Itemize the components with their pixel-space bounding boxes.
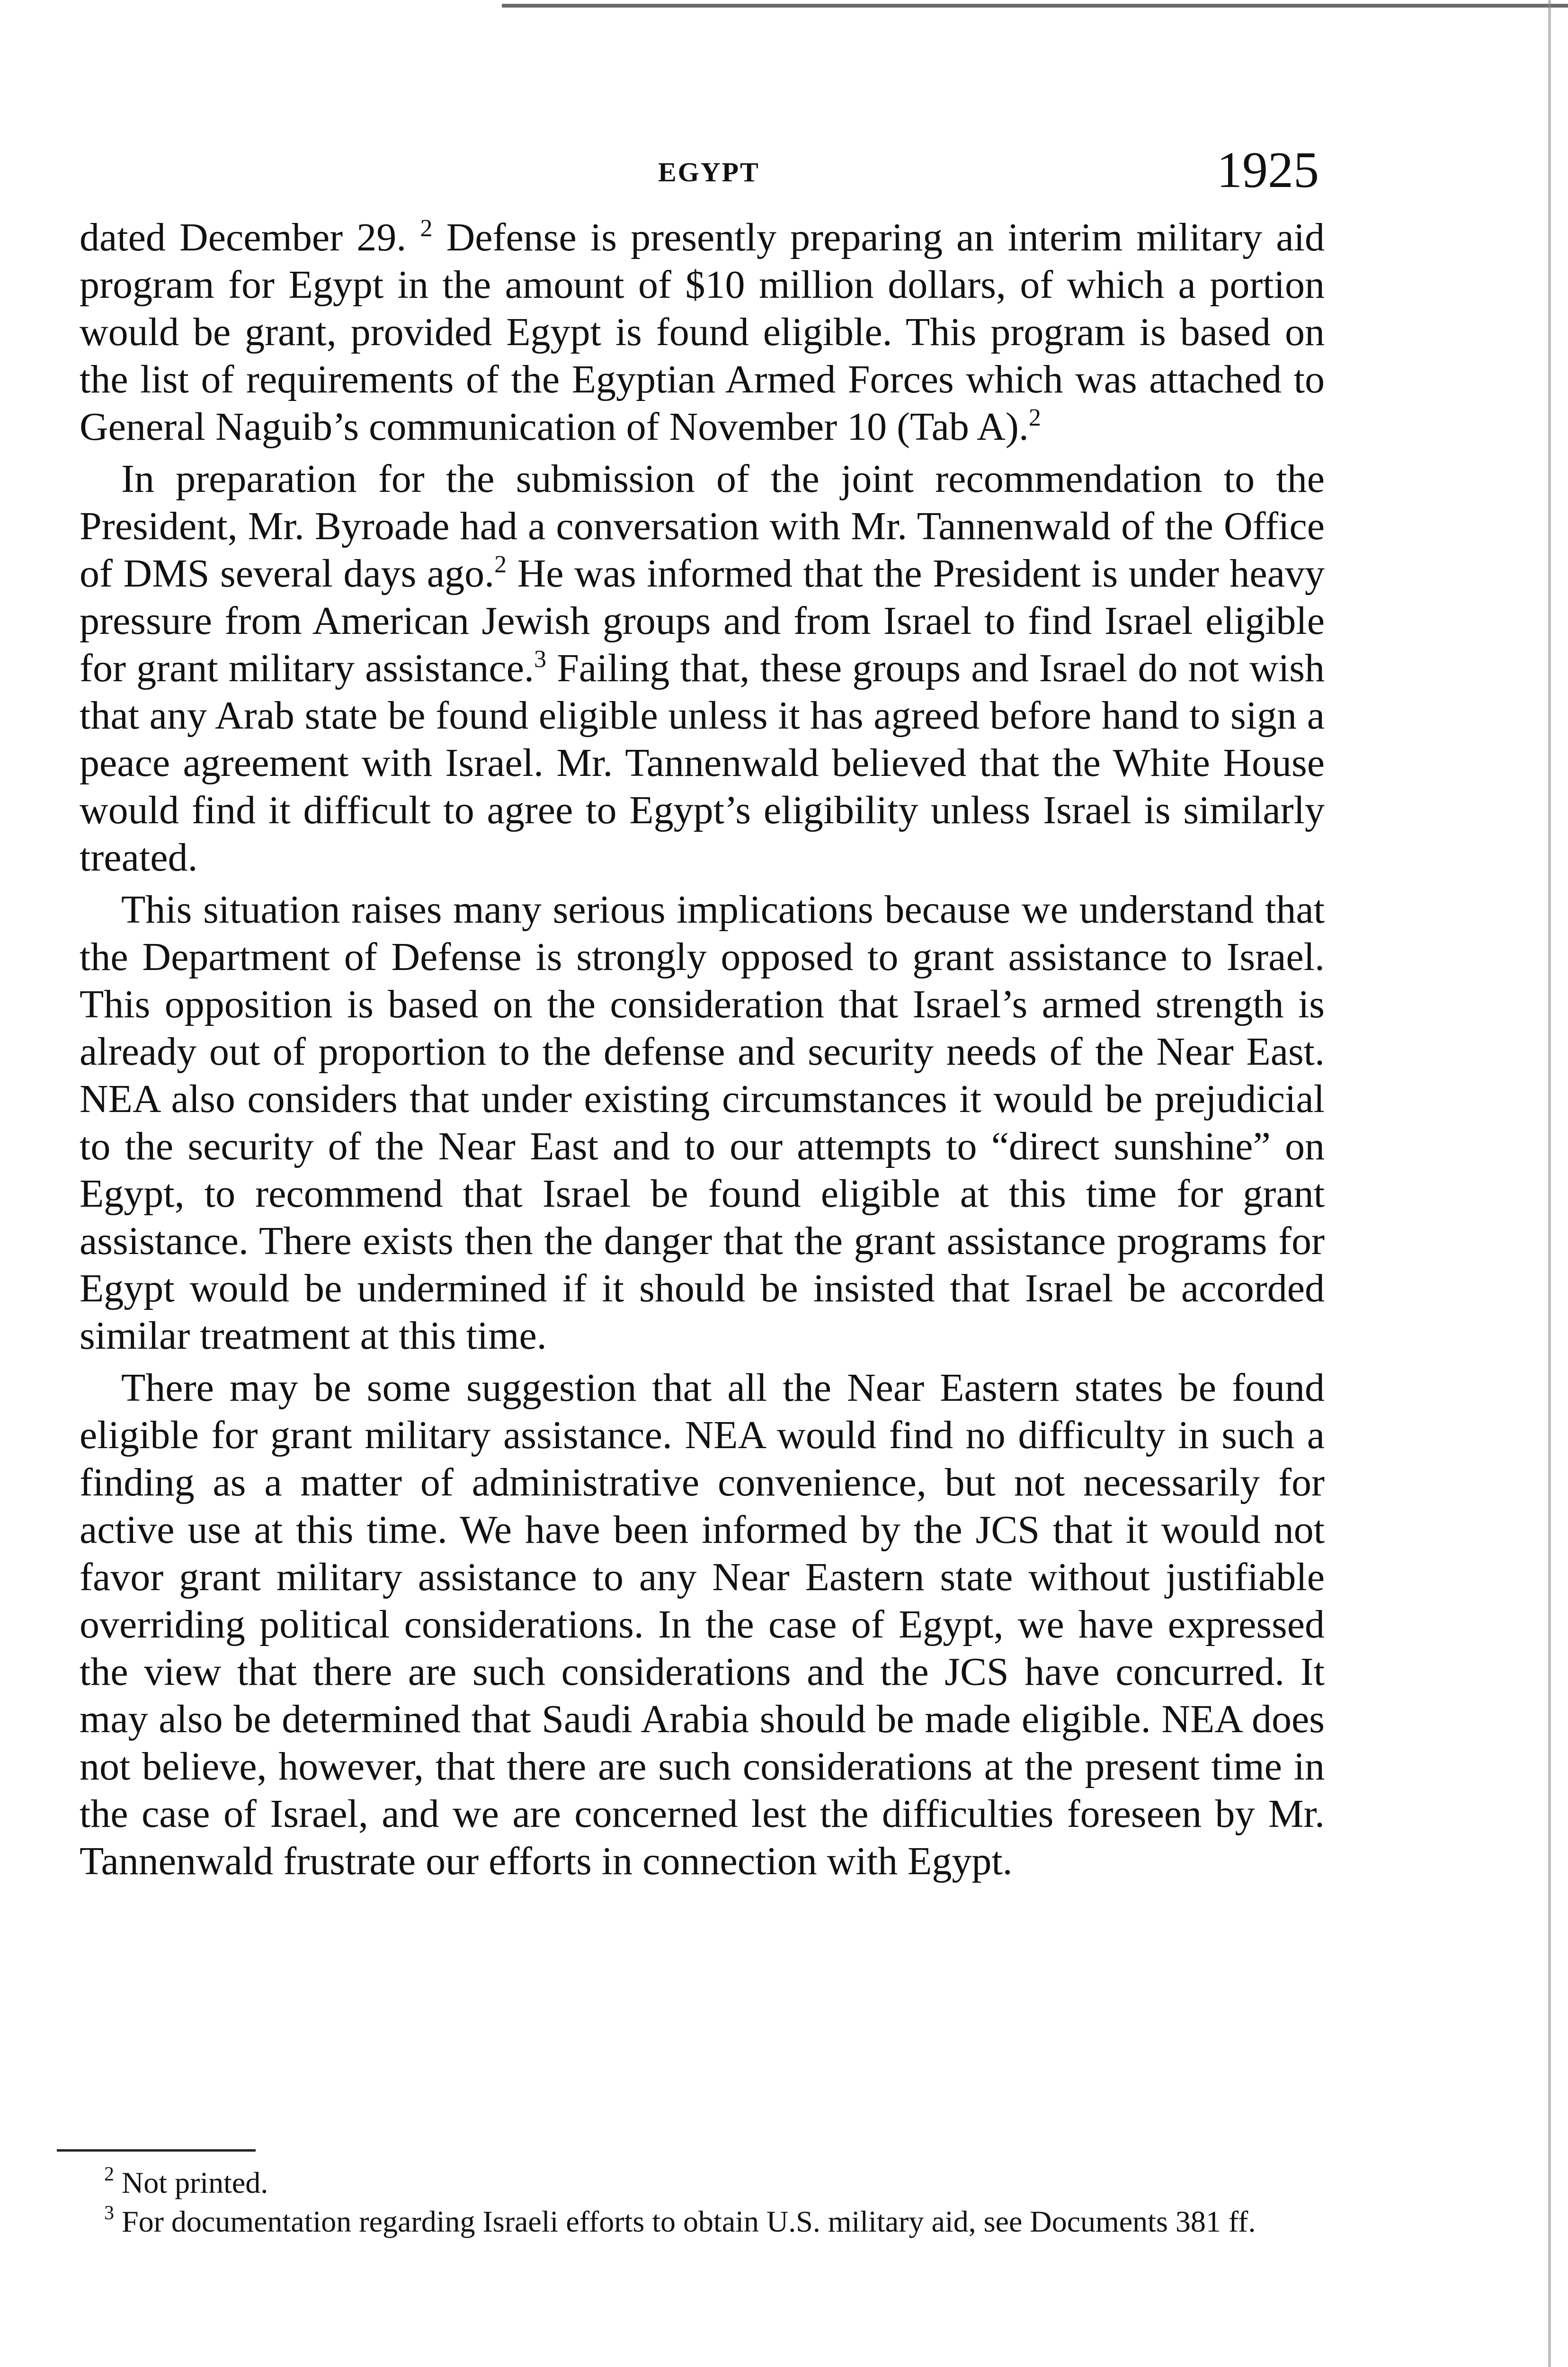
paragraph-1-part-a: dated December 29. xyxy=(80,215,407,259)
footnote-3-marker: 3 xyxy=(104,2202,114,2224)
paragraph-1 xyxy=(80,214,1325,451)
footnote-separator xyxy=(57,2149,256,2152)
paragraph-2-part-b: He was informed that the President is under heavy pressure from American Jewish groups and from Israel to find Israel eligible for grant military assistance. xyxy=(80,552,1325,690)
footnote-2-text: Not printed. xyxy=(122,2166,268,2199)
paragraph-4: There may be some suggestion that all the Near Eastern states be found eligible for grant military assistance. NEA would find no difficulty in such a finding as a matter of administrative convenience, but not necessarily for active use at this time. We have been informed by the JCS that it would not favor grant military assistance to any Near Eastern state without justifiable overriding political considerations. In the case of Egypt, we have expressed the view that there are such considerations and the JCS have concurred. It may also be determined that Saudi Arabia should be made eligible. NEA does not believe, however, that there are such considerations at the present time in the case of Israel, and we are concerned lest the difficulties foreseen by Mr. Tannenwald frustrate our efforts in connection with Egypt. xyxy=(80,1366,1325,1883)
body-text xyxy=(80,214,1325,1885)
paragraph-2-part-c: Failing that, these groups and Israel do not wish that any Arab state be found eligible unless it has agreed before hand to sign a peace agreement with Israel. Mr. Tannenwald believed that the White House would find it difficult to agree to Egypt’s eligibility unless Israel is similarly treated. xyxy=(80,646,1325,880)
page-number: 1925 xyxy=(1217,142,1319,198)
footnote-3 xyxy=(57,2202,1321,2241)
top-edge-rule xyxy=(502,4,1568,8)
footnote-ref-2: 2 xyxy=(1028,404,1041,431)
footnote-2 xyxy=(57,2163,1321,2202)
footnote-ref-2: 2 xyxy=(494,551,507,578)
paragraph-1-part-b: Defense is presently preparing an interim military aid program for Egypt in the amount of $10 million dollars, of which a portion would be grant, provided Egypt is found eligible. This program is based on the list of requirements of the Egyptian Armed Forces which was attached to General Naguib’s communication of November 10 (Tab A). xyxy=(80,215,1325,449)
footnote-ref-3: 3 xyxy=(534,646,546,673)
footnotes xyxy=(57,2163,1321,2241)
page-right-edge xyxy=(1548,0,1551,2367)
footnote-ref-2: 2 xyxy=(420,215,433,242)
paragraph-3: This situation raises many serious implications because we understand that the Department of Defense is strongly opposed to grant assistance to Israel. This opposition is based on the consideration that Israel’s armed strength is already out of proportion to the defense and security needs of the Near East. NEA also considers that under existing circumstances it would be prejudicial to the security of the Near East and to our attempts to “direct sunshine” on Egypt, to recommend that Israel be found eligible at this time for grant assistance. There exists then the danger that the grant assistance programs for Egypt would be undermined if it should be insisted that Israel be accorded similar treatment at this time. xyxy=(80,888,1325,1358)
footnote-3-text: For documentation regarding Israeli efforts to obtain U.S. military aid, see Documents 381 ff. xyxy=(122,2205,1256,2238)
running-head: EGYPT xyxy=(658,157,760,187)
paragraph-2 xyxy=(80,455,1325,881)
footnote-2-marker: 2 xyxy=(104,2163,114,2185)
paragraph-2-part-a: In preparation for the submission of the joint recommendation to the President, Mr. Byroade had a conversation with Mr. Tannenwald of the Office of DMS several days ago. xyxy=(80,457,1325,596)
